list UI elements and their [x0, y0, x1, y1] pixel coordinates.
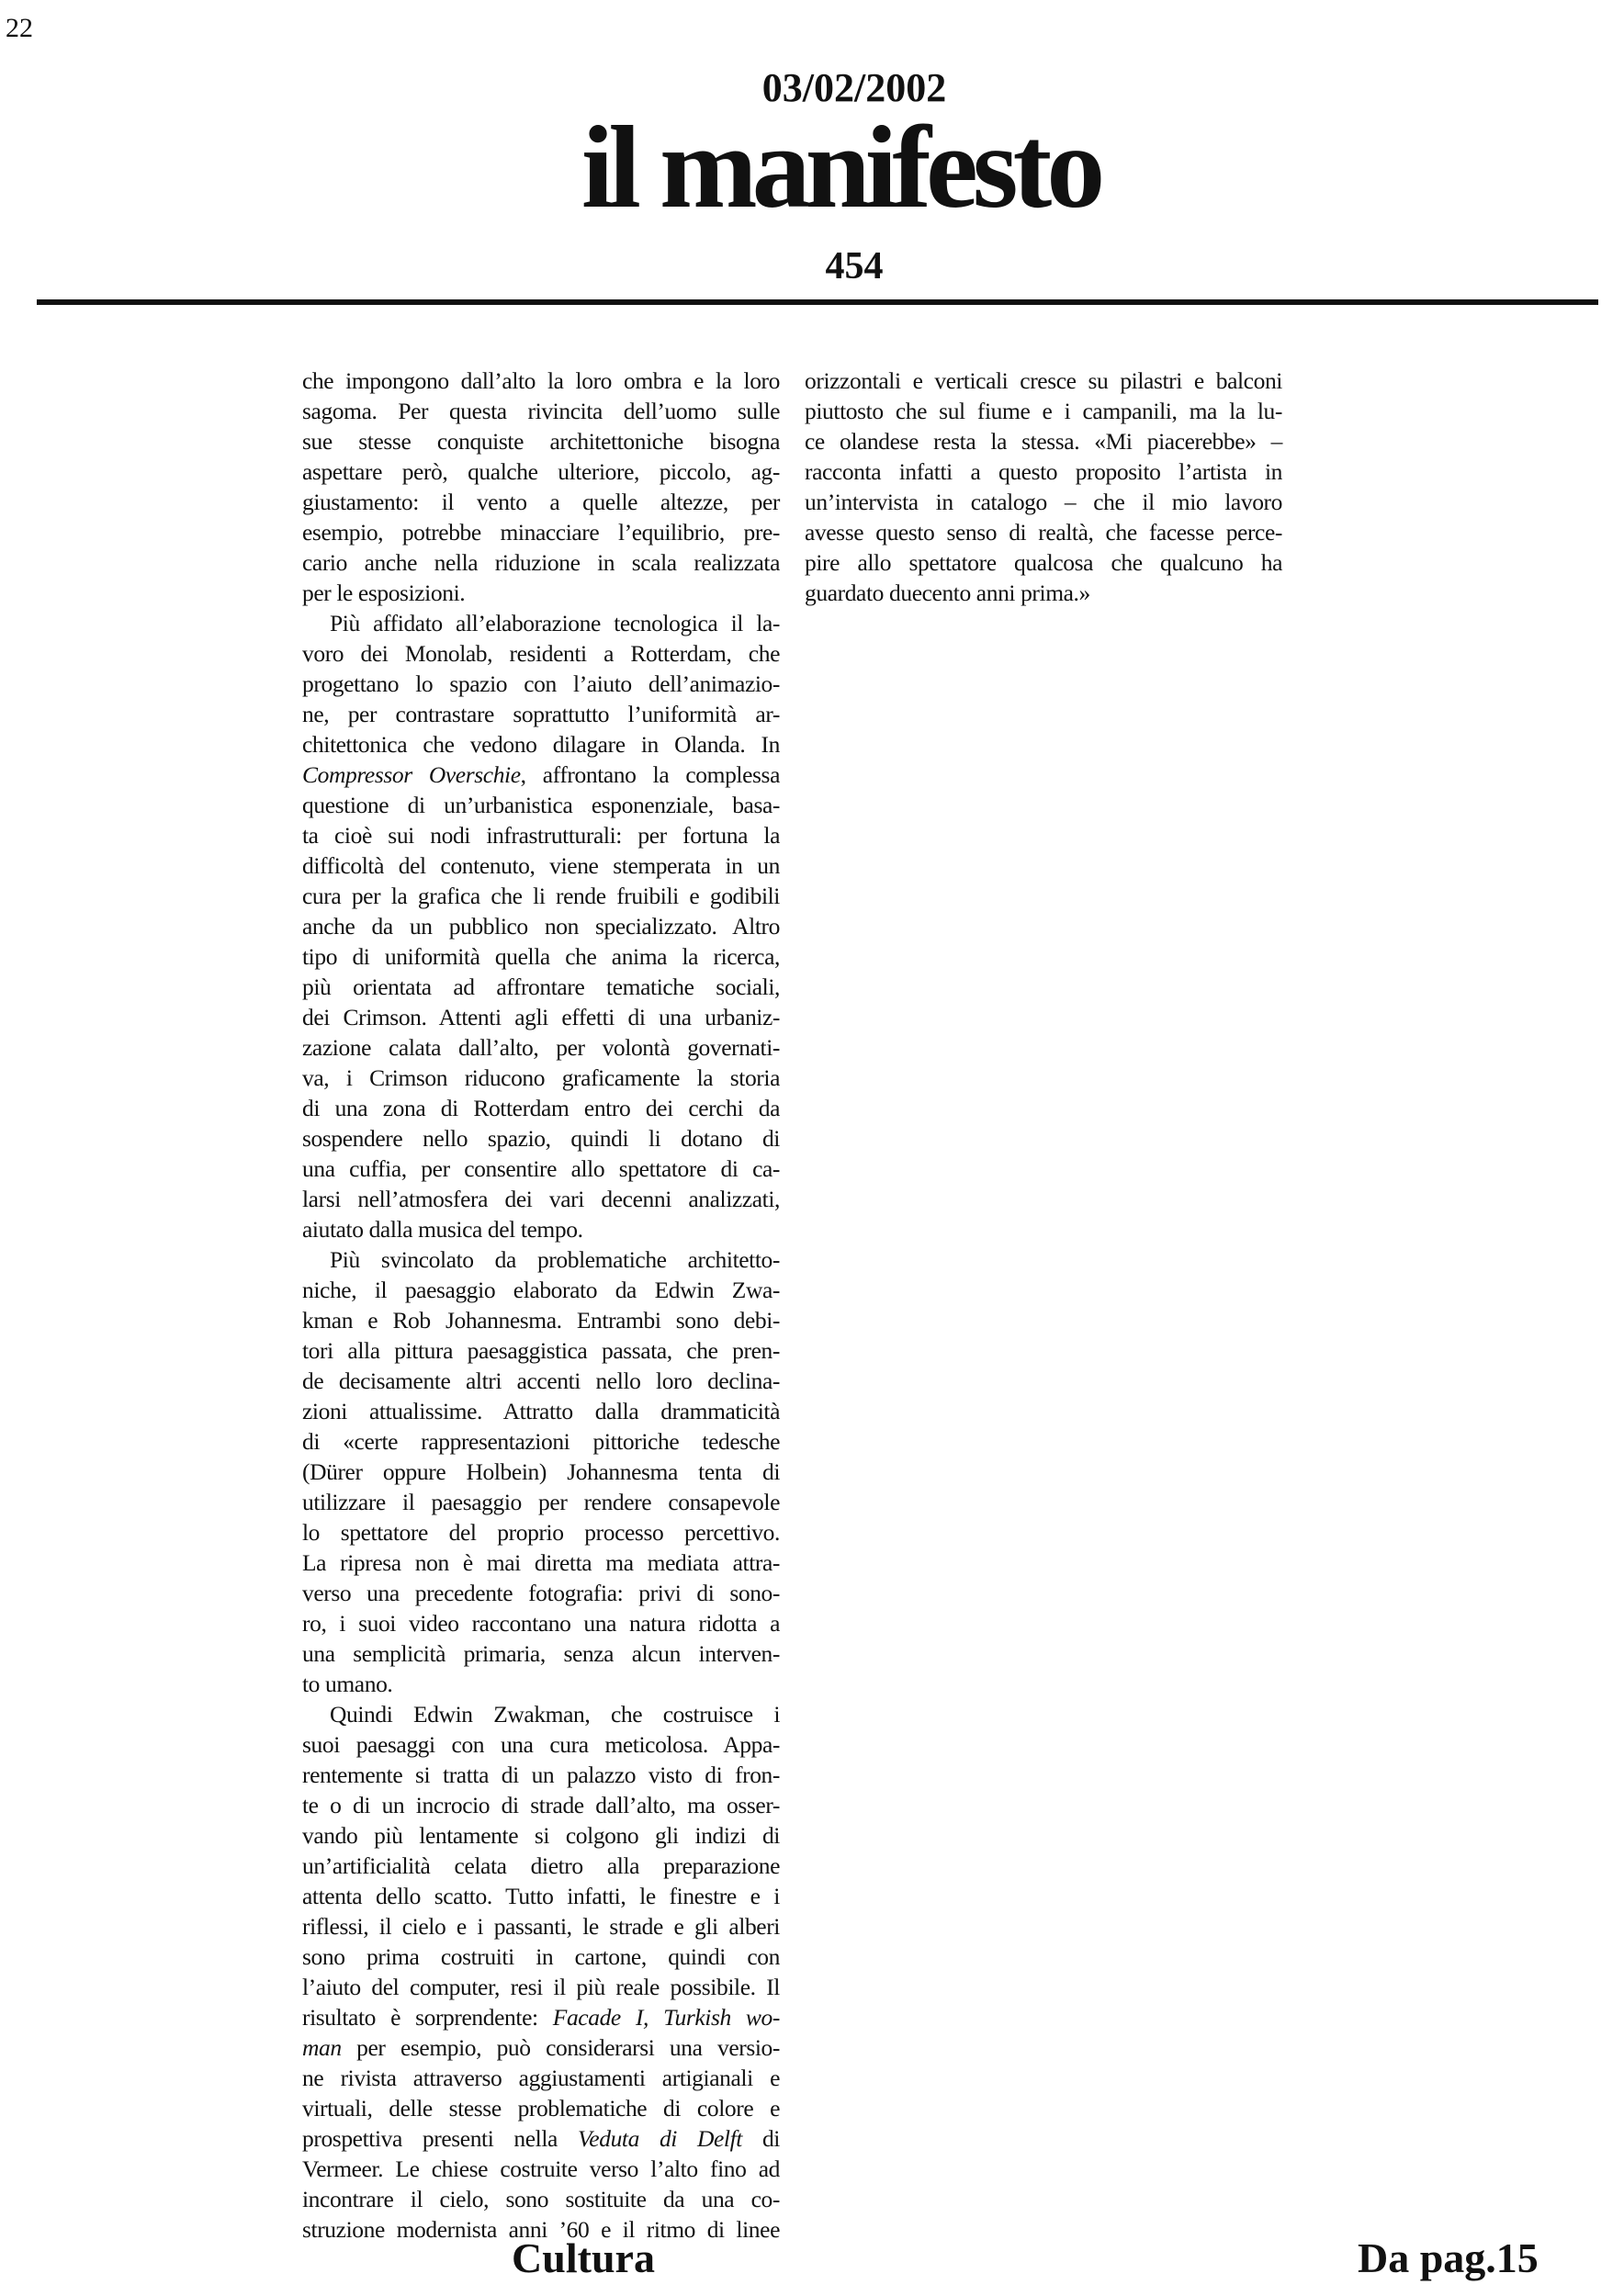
text-segment: niche, il paesaggio elaborato da Edwin Zwa-: [302, 1277, 780, 1303]
text-segment: piuttosto che sul fiume e i campanili, ma la lu-: [805, 398, 1282, 424]
text-line: [302, 1790, 780, 1820]
text-segment: progettano lo spazio con l’aiuto dell’animazio-: [302, 670, 780, 697]
text-segment: kman e Rob Johannesma. Entrambi sono debi-: [302, 1307, 780, 1334]
text-segment: difficoltà del contenuto, viene stemperata in un: [302, 852, 780, 879]
text-segment: racconta infatti a questo proposito l’artista in: [805, 458, 1282, 485]
text-segment: verso una precedente fotografia: privi di sono-: [302, 1580, 780, 1606]
text-segment: orizzontali e verticali cresce su pilastri e balconi: [805, 367, 1282, 394]
header-rule: [37, 299, 1598, 305]
text-line: [302, 1275, 780, 1305]
text-line: [302, 547, 780, 578]
text-line: [302, 426, 780, 456]
text-line: [302, 1154, 780, 1184]
issue-number: 454: [825, 245, 884, 287]
text-segment: ce olandese resta la stessa. «Mi piacerebbe» –: [805, 428, 1282, 455]
text-line: [302, 911, 780, 941]
text-line: [302, 881, 780, 911]
text-line: [302, 972, 780, 1002]
text-segment: un’artificialità celata dietro alla preparazione: [302, 1852, 780, 1879]
text-line: [302, 1669, 780, 1699]
text-line: [302, 517, 780, 547]
text-segment: per esempio, può considerarsi una versio-: [341, 2034, 780, 2061]
text-line: [302, 1244, 780, 1275]
text-segment: tori alla pittura paesaggistica passata, che pren-: [302, 1337, 780, 1364]
text-line: [805, 487, 1282, 517]
text-segment: cario anche nella riduzione in scala realizzata: [302, 549, 780, 576]
text-line: [302, 608, 780, 638]
text-segment: questione di un’urbanistica esponenziale, basa-: [302, 792, 780, 818]
text-segment: La ripresa non è mai diretta ma mediata attra-: [302, 1549, 780, 1576]
article-column-right: [805, 366, 1282, 608]
text-line: [302, 1032, 780, 1063]
text-line: [302, 1457, 780, 1487]
text-segment: , affrontano la complessa: [520, 761, 780, 788]
text-segment: lo spettatore del proprio processo percettivo.: [302, 1519, 780, 1546]
text-segment: ne, per contrastare soprattutto l’uniformità ar-: [302, 701, 780, 727]
text-segment: Più svincolato da problematiche architetto-: [330, 1246, 780, 1273]
text-segment: te o di un incrocio di strade dall’alto, ma osser-: [302, 1792, 780, 1818]
page-number: 22: [6, 13, 33, 43]
text-line: [302, 1335, 780, 1366]
text-segment: va, i Crimson riducono graficamente la storia: [302, 1064, 780, 1091]
text-segment: aiutato dalla musica del tempo.: [302, 1216, 583, 1243]
italic-title: Veduta di Delft: [577, 2125, 742, 2152]
text-line: [302, 1972, 780, 2002]
text-segment: pire allo spettatore qualcosa che qualcuno ha: [805, 549, 1282, 576]
text-line: [302, 1608, 780, 1638]
text-segment: tipo di uniformità quella che anima la ricerca,: [302, 943, 780, 970]
text-line: [302, 2184, 780, 2214]
text-segment: cura per la grafica che li rende fruibili e godibili: [302, 883, 780, 909]
text-line: [302, 1548, 780, 1578]
text-segment: risultato è sorprendente:: [302, 2004, 553, 2031]
text-segment: (Dürer oppure Holbein) Johannesma tenta di: [302, 1458, 780, 1485]
text-line: [302, 578, 780, 608]
text-line: [302, 1123, 780, 1154]
text-segment: larsi nell’atmosfera dei vari decenni analizzati,: [302, 1186, 780, 1212]
text-line: [302, 396, 780, 426]
text-line: [302, 1063, 780, 1093]
text-line: [302, 2093, 780, 2123]
text-segment: aspettare però, qualche ulteriore, piccolo, ag-: [302, 458, 780, 485]
text-segment: Quindi Edwin Zwakman, che costruisce i: [330, 1701, 780, 1728]
text-line: [302, 638, 780, 669]
text-line: [302, 1426, 780, 1457]
text-line: [302, 790, 780, 820]
issue-date: 03/02/2002: [761, 65, 947, 110]
text-line: [302, 1638, 780, 1669]
italic-title: Compressor Overschie: [302, 761, 521, 788]
text-segment: sono prima costruiti in cartone, quindi con: [302, 1943, 780, 1970]
text-segment: anche da un pubblico non specializzato. Altro: [302, 913, 780, 940]
text-line: [302, 1517, 780, 1548]
text-line: [302, 1396, 780, 1426]
text-segment: ta cioè sui nodi infrastrutturali: per fortuna la: [302, 822, 780, 849]
text-segment: dei Crimson. Attenti agli effetti di una urbaniz-: [302, 1004, 780, 1030]
continued-from-page: Da pag.15: [1358, 2234, 1539, 2281]
text-segment: sospendere nello spazio, quindi li dotano di: [302, 1125, 780, 1152]
text-line: [302, 1578, 780, 1608]
text-line: [302, 699, 780, 729]
text-line: [302, 1699, 780, 1729]
text-segment: prospettiva presenti nella: [302, 2125, 578, 2152]
text-segment: ne rivista attraverso aggiustamenti artigianali e: [302, 2065, 780, 2091]
section-name: Cultura: [512, 2234, 655, 2281]
text-line: [302, 1911, 780, 1941]
text-segment: di: [741, 2125, 780, 2152]
text-line: [805, 547, 1282, 578]
text-segment: per le esposizioni.: [302, 580, 466, 606]
text-segment: riflessi, il cielo e i passanti, le strade e gli alberi: [302, 1913, 780, 1940]
text-line: [302, 1881, 780, 1911]
text-line: [302, 1093, 780, 1123]
text-segment: vando più lentamente si colgono gli indizi di: [302, 1822, 780, 1849]
italic-title: man: [302, 2034, 342, 2061]
text-line: [302, 729, 780, 760]
text-segment: voro dei Monolab, residenti a Rotterdam, che: [302, 640, 780, 667]
text-segment: attenta dello scatto. Tutto infatti, le finestre e i: [302, 1883, 780, 1909]
text-line: [805, 396, 1282, 426]
text-line: [302, 1305, 780, 1335]
text-line: [302, 820, 780, 850]
text-segment: de decisamente altri accenti nello loro declina-: [302, 1367, 780, 1394]
text-segment: struzione modernista anni ’60 e il ritmo di linee: [302, 2216, 780, 2243]
text-line: [302, 1851, 780, 1881]
text-line: [302, 1214, 780, 1244]
text-segment: giustamento: il vento a quelle altezze, per: [302, 489, 780, 515]
text-segment: una semplicità primaria, senza alcun interven-: [302, 1640, 780, 1667]
text-line: [805, 517, 1282, 547]
article-column-left: [302, 366, 780, 2245]
text-segment: di «certe rappresentazioni pittoriche tedesche: [302, 1428, 780, 1455]
text-line: [302, 2154, 780, 2184]
text-segment: ro, i suoi video raccontano una natura ridotta a: [302, 1610, 780, 1637]
text-segment: l’aiuto del computer, resi il più reale possibile. Il: [302, 1974, 780, 2000]
text-line: [302, 760, 780, 790]
text-line: [302, 487, 780, 517]
text-segment: chitettonica che vedono dilagare in Olanda. In: [302, 731, 780, 758]
text-line: [302, 2032, 780, 2063]
text-segment: suoi paesaggi con una cura meticolosa. Appa-: [302, 1731, 780, 1758]
text-segment: guardato duecento anni prima.»: [805, 580, 1090, 606]
text-line: [302, 1002, 780, 1032]
text-line: [302, 850, 780, 881]
text-segment: un’intervista in catalogo – che il mio lavoro: [805, 489, 1282, 515]
text-line: [302, 1941, 780, 1972]
text-segment: sue stesse conquiste architettoniche bisogna: [302, 428, 780, 455]
text-segment: avesse questo senso di realtà, che facesse perce-: [805, 519, 1282, 546]
text-segment: esempio, potrebbe minacciare l’equilibrio, pre-: [302, 519, 780, 546]
text-line: [302, 1820, 780, 1851]
text-segment: zioni attualissime. Attratto dalla drammaticità: [302, 1398, 780, 1424]
text-line: [302, 2002, 780, 2032]
text-line: [302, 2123, 780, 2154]
newspaper-masthead: il manifesto: [581, 102, 1100, 232]
text-segment: incontrare il cielo, sono sostituite da una co-: [302, 2186, 780, 2212]
text-line: [302, 1760, 780, 1790]
text-segment: una cuffia, per consentire allo spettatore di ca-: [302, 1155, 780, 1182]
text-segment: più orientata ad affrontare tematiche sociali,: [302, 974, 780, 1000]
text-line: [805, 578, 1282, 608]
text-segment: sagoma. Per questa rivincita dell’uomo sulle: [302, 398, 780, 424]
text-segment: to umano.: [302, 1671, 393, 1697]
text-segment: che impongono dall’alto la loro ombra e la loro: [302, 367, 780, 394]
text-line: [805, 366, 1282, 396]
text-line: [302, 2063, 780, 2093]
text-line: [302, 941, 780, 972]
text-line: [302, 456, 780, 487]
text-line: [302, 1487, 780, 1517]
text-segment: virtuali, delle stesse problematiche di colore e: [302, 2095, 780, 2122]
text-line: [805, 426, 1282, 456]
text-segment: di una zona di Rotterdam entro dei cerchi da: [302, 1095, 780, 1121]
text-segment: Più affidato all’elaborazione tecnologica il la-: [330, 610, 780, 636]
text-segment: utilizzare il paesaggio per rendere consapevole: [302, 1489, 780, 1515]
text-line: [302, 1366, 780, 1396]
text-line: [805, 456, 1282, 487]
text-segment: zazione calata dall’alto, per volontà governati-: [302, 1034, 780, 1061]
text-segment: Vermeer. Le chiese costruite verso l’alto fino ad: [302, 2155, 780, 2182]
text-line: [302, 669, 780, 699]
text-line: [302, 366, 780, 396]
text-segment: rentemente si tratta di un palazzo visto di fron-: [302, 1761, 780, 1788]
text-line: [302, 1184, 780, 1214]
text-line: [302, 1729, 780, 1760]
italic-title: Facade I, Turkish wo-: [552, 2004, 780, 2031]
